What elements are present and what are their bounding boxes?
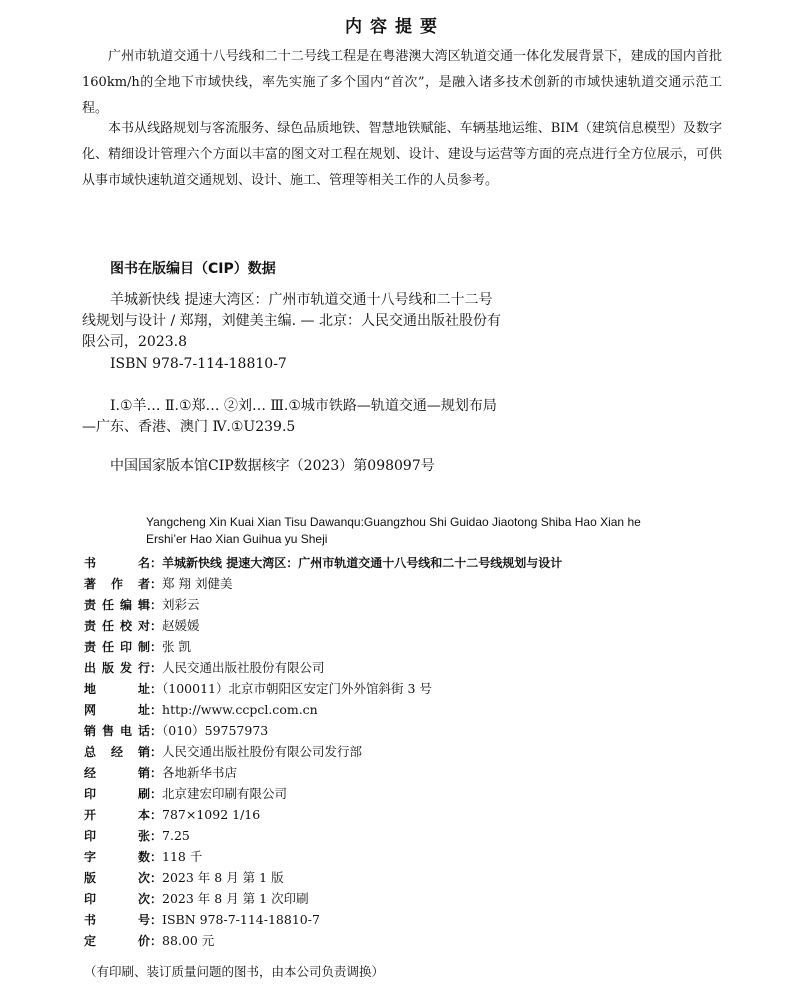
info-row (84, 657, 764, 678)
info-row (84, 783, 764, 804)
info-label: 印张 (84, 829, 150, 843)
pinyin-title-line-1: Yangcheng Xin Kuai Xian Tisu Dawanqu:Guangzhou Shi Guidao Jiaotong Shiba Hao Xian he (146, 515, 641, 529)
info-colon: ： (150, 661, 163, 675)
info-label: 经销 (84, 766, 150, 780)
info-value: 人民交通出版社股份有限公司发行部 (162, 744, 363, 759)
info-row (84, 594, 764, 615)
info-value: http://www.ccpcl.com.cn (162, 702, 318, 717)
info-label: 定价 (84, 934, 150, 948)
info-row (84, 867, 764, 888)
info-colon: ： (150, 619, 163, 633)
info-label: 责任印制 (84, 640, 150, 654)
info-value: ISBN 978-7-114-18810-7 (162, 912, 320, 927)
cip-record-number: 中国国家版本馆CIP数据核字（2023）第098097号 (110, 458, 435, 474)
info-value: 787×1092 1/16 (162, 807, 261, 822)
info-row (84, 678, 764, 699)
info-label: 总经销 (84, 745, 150, 759)
info-label: 字数 (84, 850, 150, 864)
info-value: 刘彩云 (162, 597, 200, 612)
info-colon: ： (150, 577, 163, 591)
info-value: 北京建宏印刷有限公司 (162, 786, 288, 801)
cip-heading: 图书在版编目（CIP）数据 (110, 261, 276, 277)
info-value: 羊城新快线 提速大湾区：广州市轨道交通十八号线和二十二号线规划与设计 (162, 556, 563, 570)
info-value: 7.25 (162, 828, 190, 843)
info-colon: ： (150, 745, 163, 759)
info-label: 印次 (84, 892, 150, 906)
info-colon: ： (150, 682, 163, 696)
info-label: 印刷 (84, 787, 150, 801)
info-row (84, 699, 764, 720)
info-colon: ： (150, 640, 163, 654)
info-colon: ： (150, 892, 163, 906)
info-row (84, 720, 764, 741)
info-colon: ： (150, 724, 163, 738)
info-value: 2023 年 8 月 第 1 次印刷 (162, 891, 309, 906)
info-label: 销售电话 (84, 724, 150, 738)
info-label: 书名 (84, 556, 150, 570)
info-row (84, 552, 764, 573)
info-value: 赵媛媛 (162, 618, 200, 633)
info-label: 出版发行 (84, 661, 150, 675)
info-row (84, 615, 764, 636)
info-label: 地址 (84, 682, 150, 696)
info-label: 开本 (84, 808, 150, 822)
info-label: 网址 (84, 703, 150, 717)
summary-paragraph-2: 本书从线路规划与客流服务、绿色品质地铁、智慧地铁赋能、车辆基地运维、BIM（建筑信息模型）及数字化、精细设计管理六个方面以丰富的图文对工程在规划、设计、建设与运营等方面的亮点进行全方位展示，可供从事市域快速轨道交通规划、设计、施工、管理等相关工作的人员参考。 (82, 121, 722, 188)
info-row (84, 573, 764, 594)
info-row (84, 804, 764, 825)
quality-note: （有印刷、装订质量问题的图书，由本公司负责调换） (84, 964, 385, 979)
info-row (84, 909, 764, 930)
info-value: 2023 年 8 月 第 1 版 (162, 870, 284, 885)
info-row (84, 762, 764, 783)
info-row (84, 741, 764, 762)
cip-isbn: ISBN 978-7-114-18810-7 (110, 356, 287, 372)
info-colon: ： (150, 703, 163, 717)
info-row (84, 846, 764, 867)
info-value: 118 千 (162, 849, 203, 864)
info-colon: ： (150, 850, 163, 864)
publication-info-list (84, 552, 764, 951)
info-label: 责任校对 (84, 619, 150, 633)
info-colon: ： (150, 787, 163, 801)
info-colon: ： (150, 934, 163, 948)
info-colon: ： (150, 913, 163, 927)
info-value: 郑 翔 刘健美 (162, 576, 233, 591)
pinyin-title-line-2: Ershi’er Hao Xian Guihua yu Sheji (146, 532, 328, 546)
info-colon: ： (150, 808, 163, 822)
info-value: 人民交通出版社股份有限公司 (162, 660, 325, 675)
info-colon: ： (150, 871, 163, 885)
info-colon: ： (150, 556, 163, 570)
info-colon: ： (150, 598, 163, 612)
summary-paragraph-1: 广州市轨道交通十八号线和二十二号线工程是在粤港澳大湾区轨道交通一体化发展背景下，建成的国内首批160km/h的全地下市域快线，率先实施了多个国内“首次”，是融入诸多技术创新的市域快速轨道交通示范工程。 (82, 49, 722, 116)
info-row (84, 825, 764, 846)
info-row (84, 888, 764, 909)
summary-title: 内容提要 (345, 17, 445, 37)
info-colon: ： (150, 829, 163, 843)
info-value: 各地新华书店 (162, 765, 238, 780)
info-label: 书号 (84, 913, 150, 927)
info-row (84, 930, 764, 951)
info-value: （010）59757973 (162, 723, 269, 738)
info-colon: ： (150, 766, 163, 780)
info-value: 张 凯 (162, 639, 191, 654)
info-row (84, 636, 764, 657)
cip-classification: Ⅰ.①羊… Ⅱ.①郑… ②刘… Ⅲ.①城市铁路—轨道交通—规划布局—广东、香港、澳门 Ⅳ.①U239.5 (82, 398, 497, 435)
info-label: 责任编辑 (84, 598, 150, 612)
cip-entry: 羊城新快线 提速大湾区：广州市轨道交通十八号线和二十二号线规划与设计 / 郑翔，刘健美主编. — 北京：人民交通出版社股份有限公司，2023.8 (82, 292, 501, 350)
info-value: （100011）北京市朝阳区安定门外外馆斜街 3 号 (162, 681, 432, 696)
info-value: 88.00 元 (162, 933, 215, 948)
info-label: 版次 (84, 871, 150, 885)
info-label: 著作者 (84, 577, 150, 591)
